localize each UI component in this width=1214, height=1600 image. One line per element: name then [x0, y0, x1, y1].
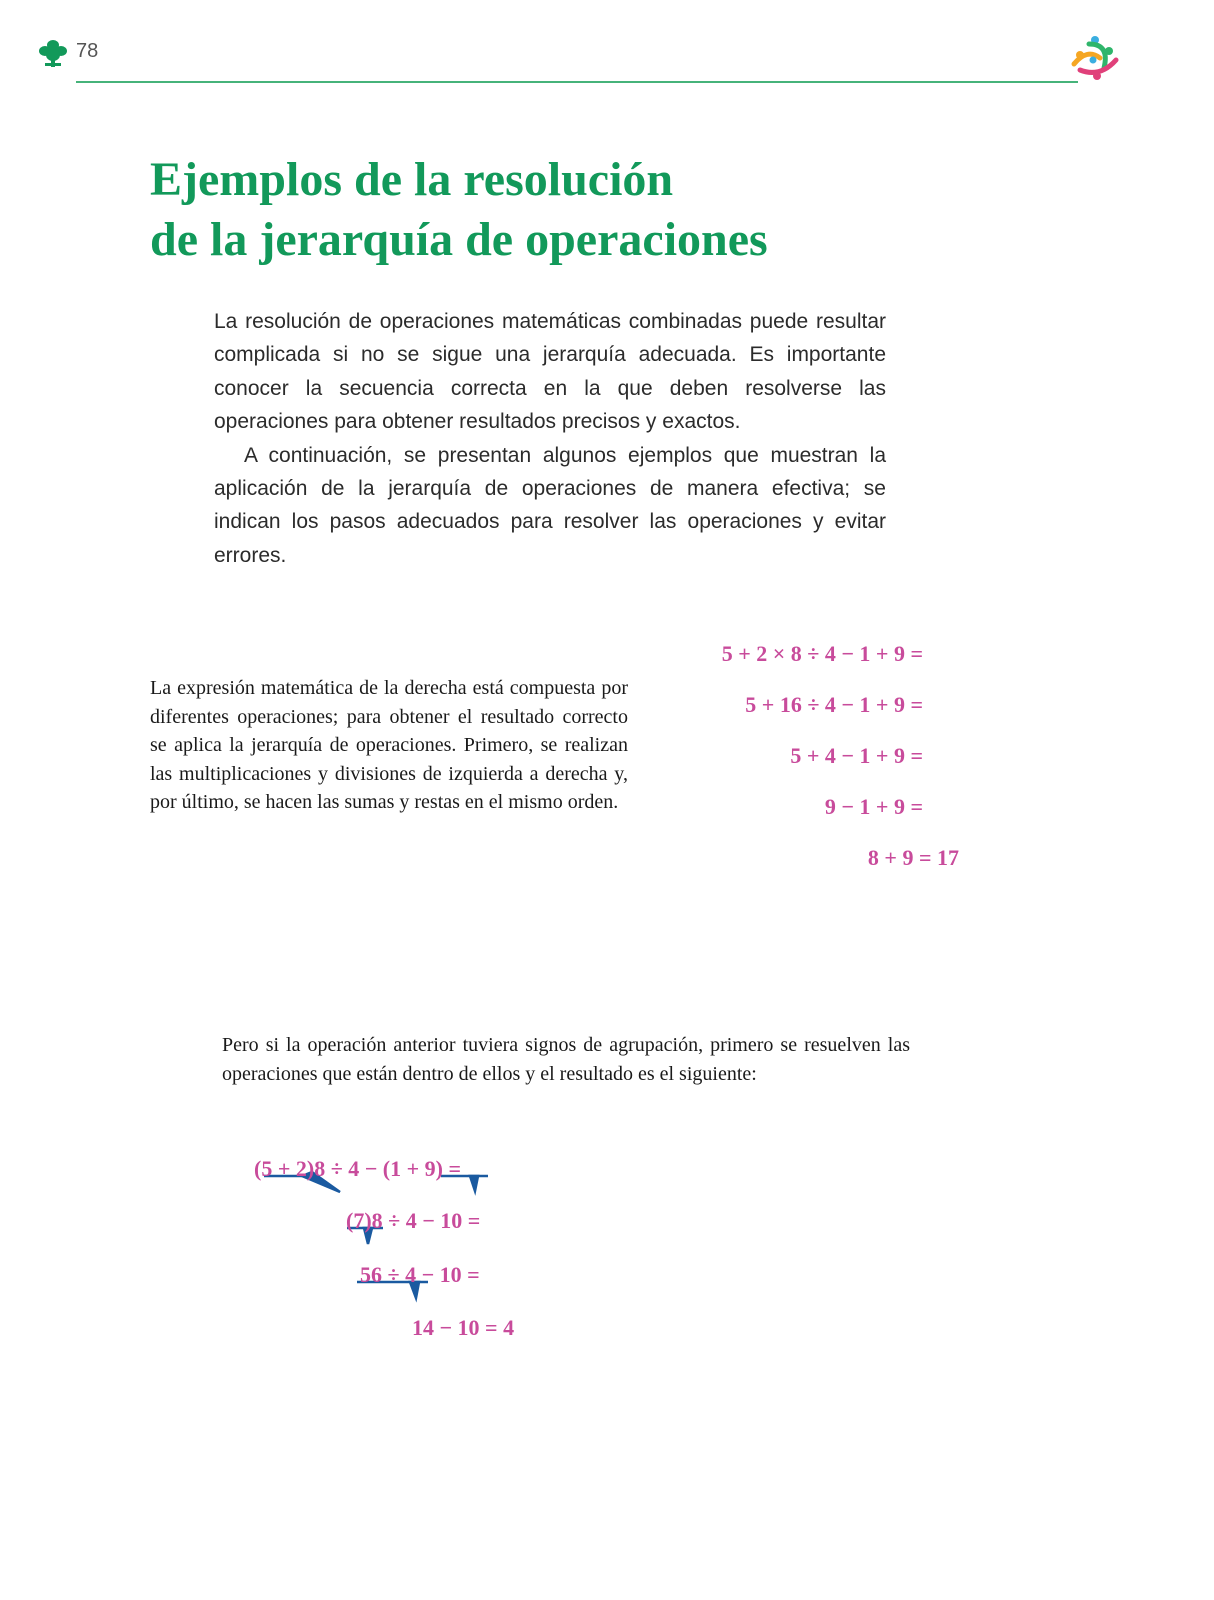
example2-step: (7)8 ÷ 4 − 10 = — [346, 1208, 481, 1233]
example1-step: 5 + 2 × 8 ÷ 4 − 1 + 9 = — [721, 641, 923, 666]
leaf-icon — [39, 40, 67, 67]
page-number: 78 — [76, 40, 99, 62]
intro-text — [214, 305, 886, 572]
example1-step: 8 + 9 = 17 — [867, 845, 959, 870]
example2-step: 14 − 10 = 4 — [412, 1315, 515, 1340]
example1-step: 9 − 1 + 9 = — [824, 794, 923, 819]
example1-explanation: La expresión matemática de la derecha está compuesta por diferentes operaciones; para obtener el resultado correcto se aplica la jerarquía de operaciones. Primero, se realizan las multiplicaciones y divisiones de izquierda a derecha y, por último, se hacen las sumas y restas en el mismo orden. — [150, 677, 628, 813]
example1-step: 5 + 4 − 1 + 9 = — [790, 743, 923, 768]
example2-step: 56 ÷ 4 − 10 = — [360, 1262, 480, 1287]
example2-step: (5 + 2)8 ÷ 4 − (1 + 9) = — [254, 1156, 462, 1181]
header-rule — [76, 81, 1078, 83]
page-title — [150, 150, 768, 270]
intro-paragraph-1: La resolución de operaciones matemáticas combinadas puede resultar complicada si no se sigue una jerarquía adecuada. Es importante conocer la secuencia correcta en la que deben resolverse las operaciones para obtener resultados precisos y exactos. — [214, 310, 886, 434]
title-line-2: de la jerarquía de operaciones — [150, 213, 768, 266]
example1-step: 5 + 16 ÷ 4 − 1 + 9 = — [745, 692, 923, 717]
example2-explanation: Pero si la operación anterior tuviera signos de agrupación, primero se resuelven las operaciones que están dentro de ellos y el resultado es el siguiente: — [222, 1034, 910, 1085]
intro-paragraph-2: A continuación, se presentan algunos ejemplos que muestran la aplicación de la jerarquía de operaciones de manera efectiva; se indican los pasos adecuados para resolver las operaciones y evitar errores. — [214, 443, 886, 567]
logo-icon — [1074, 36, 1116, 80]
title-line-1: Ejemplos de la resolución — [150, 153, 674, 206]
